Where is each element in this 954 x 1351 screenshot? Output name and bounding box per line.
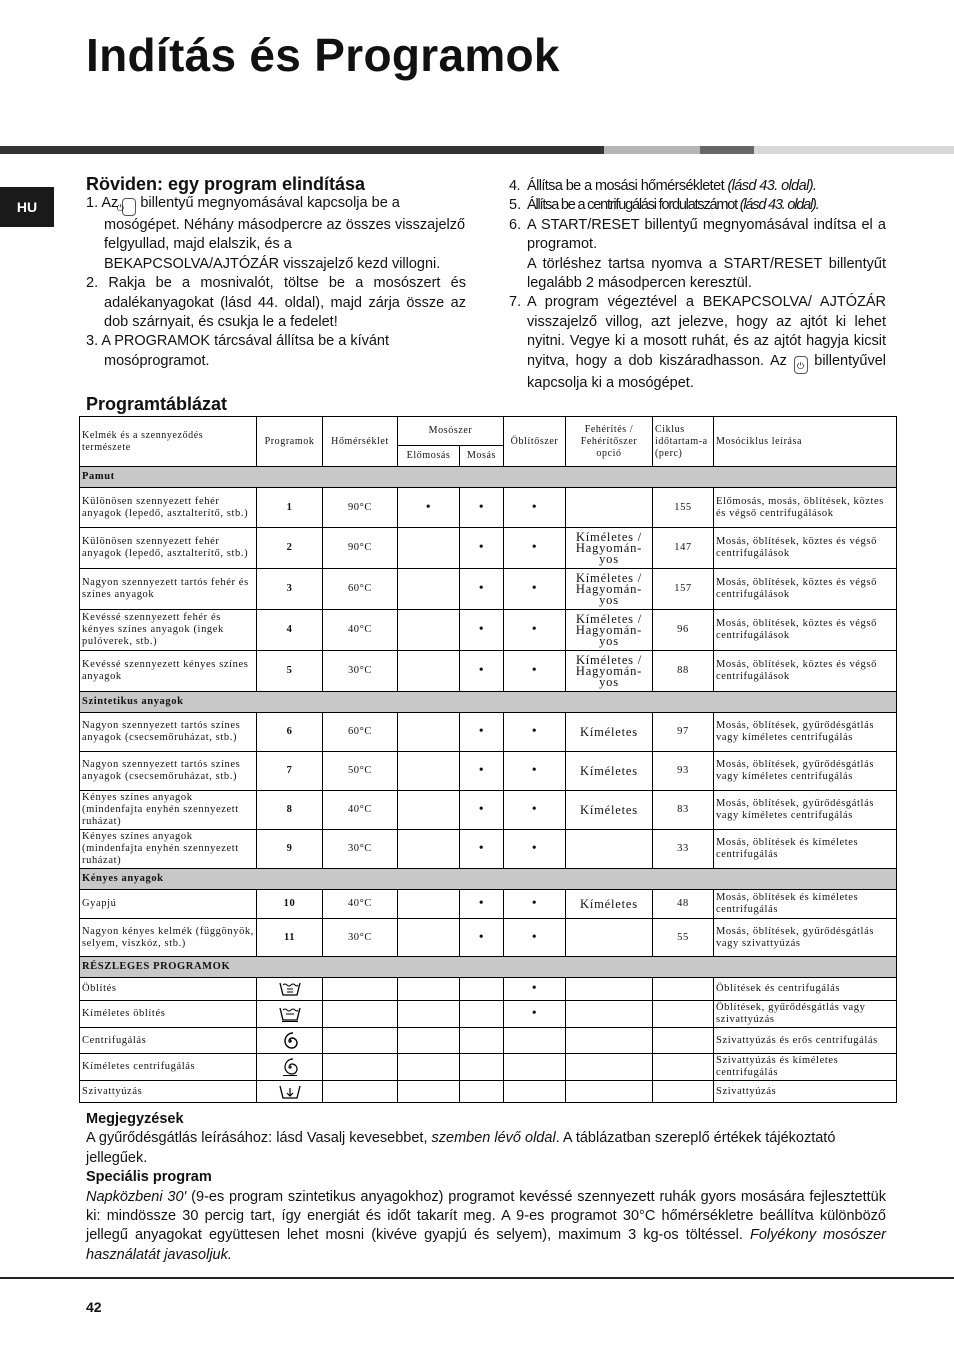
program-number: 7: [257, 752, 323, 791]
step-4-text: Állítsa be a mosási hőmérsékletet: [527, 178, 724, 194]
table-row: [80, 1054, 897, 1081]
prewash-cell: [398, 1081, 460, 1103]
section-label: Kényes anyagok: [80, 869, 897, 890]
quick-start-heading: Röviden: egy program elindítása: [86, 174, 366, 194]
delicate-spin-icon: [259, 1058, 320, 1076]
step-4-num: 4.: [509, 178, 520, 194]
prewash-cell: [398, 1028, 460, 1054]
program-table: [79, 416, 897, 1103]
bleach-option-cell: [566, 1028, 653, 1054]
temperature-cell: [323, 1001, 398, 1028]
section-label: Pamut: [80, 467, 897, 488]
header-rule-pale: [754, 146, 954, 154]
wash-cell: •: [460, 528, 504, 569]
header-rule-dark: [0, 146, 604, 154]
wash-cell: •: [460, 610, 504, 651]
description-cell: Szivattyúzás: [714, 1081, 897, 1103]
header-temperature: Hőmérséklet: [323, 417, 398, 467]
softener-cell: •: [504, 919, 566, 957]
prewash-cell: [398, 1001, 460, 1028]
prewash-cell: [398, 1054, 460, 1081]
section-label: RÉSZLEGES PROGRAMOK: [80, 957, 897, 978]
temperature-cell: 40°C: [323, 791, 398, 830]
duration-cell: [653, 1028, 714, 1054]
bleach-option-cell: [566, 1001, 653, 1028]
step-7-num: 7.: [509, 294, 522, 311]
prewash-cell: [398, 919, 460, 957]
table-row: [80, 488, 897, 528]
table-row: [80, 569, 897, 610]
description-cell: Mosás, öblítések, gyűrődésgátlás vagy kíméletes centrifugálás: [714, 791, 897, 830]
wash-cell: •: [460, 713, 504, 752]
step-1-text-a: 1. Az: [86, 195, 119, 211]
header-description: Mosóciklus leírása: [714, 417, 897, 467]
notes-text-c: . A táblázatban szereplő értékek tájékoztató jellegűek.: [86, 1130, 836, 1166]
softener-cell: •: [504, 488, 566, 528]
wash-cell: •: [460, 919, 504, 957]
softener-cell: •: [504, 651, 566, 692]
fabric-cell: Kevéssé szennyezett fehér és kényes színes anyagok (ingek pulóverek, stb.): [80, 610, 257, 651]
temperature-cell: 30°C: [323, 919, 398, 957]
softener-cell: •: [504, 569, 566, 610]
page-number: 42: [86, 1299, 102, 1315]
step-1: [86, 194, 466, 274]
bleach-option-cell: [566, 1054, 653, 1081]
description-cell: Szivattyúzás és kíméletes centrifugálás: [714, 1054, 897, 1081]
duration-cell: 33: [653, 830, 714, 869]
duration-cell: 48: [653, 890, 714, 919]
wash-cell: [460, 978, 504, 1001]
description-cell: Előmosás, mosás, öblítések, köztes és végső centrifugálások: [714, 488, 897, 528]
header-prewash: Előmosás: [398, 446, 460, 467]
duration-cell: 97: [653, 713, 714, 752]
rinse-icon: [259, 981, 320, 997]
description-cell: Szivattyúzás és erős centrifugálás: [714, 1028, 897, 1054]
header-bleach: Fehérítés / Fehérítőszer opció: [566, 417, 653, 467]
step-7-text-a: A program végeztével a BEKAPCSOLVA/ AJTÓZÁR visszajelző villog, azt jelezve, hogy az ajtót ki lehet nyitni. Vegye ki a mosott ruhát, és az ajtót hagyja kicsit nyitva, hogy a dob kiszáradhasson. Az: [527, 294, 886, 369]
duration-cell: [653, 978, 714, 1001]
drain-icon: [259, 1084, 320, 1100]
prewash-cell: [398, 830, 460, 869]
prewash-cell: [398, 651, 460, 692]
wash-cell: •: [460, 651, 504, 692]
header-wash: Mosás: [460, 446, 504, 467]
special-program-text: [86, 1188, 886, 1266]
quick-start-left: [86, 194, 466, 371]
notes-heading: Megjegyzések: [86, 1111, 184, 1127]
duration-cell: 88: [653, 651, 714, 692]
special-program-heading: Speciális program: [86, 1169, 212, 1186]
program-number: 11: [257, 919, 323, 957]
duration-cell: [653, 1054, 714, 1081]
step-6-num: 6.: [509, 216, 522, 233]
temperature-cell: 30°C: [323, 830, 398, 869]
fabric-cell: Szivattyúzás: [80, 1081, 257, 1103]
header-rule-light: [604, 146, 700, 154]
description-cell: Mosás, öblítések és kíméletes centrifugálás: [714, 830, 897, 869]
wash-cell: •: [460, 752, 504, 791]
description-cell: Mosás, öblítések, gyűrődésgátlás vagy szivattyúzás: [714, 919, 897, 957]
duration-cell: [653, 1081, 714, 1103]
wash-cell: •: [460, 890, 504, 919]
temperature-cell: [323, 978, 398, 1001]
prewash-cell: [398, 978, 460, 1001]
table-row: [80, 890, 897, 919]
step-4: [509, 177, 886, 196]
duration-cell: 93: [653, 752, 714, 791]
softener-cell: [504, 1028, 566, 1054]
softener-cell: •: [504, 752, 566, 791]
step-7-text-b: billentyűvel kapcsolja ki a mosógépet.: [527, 352, 887, 391]
step-5-text: Állítsa be a centrifugálási fordulatszámot: [527, 197, 737, 214]
prewash-cell: [398, 528, 460, 569]
program-number: 9: [257, 830, 323, 869]
program-icon-cell: [257, 1081, 323, 1103]
softener-cell: •: [504, 791, 566, 830]
table-row: [80, 752, 897, 791]
table-row: [80, 791, 897, 830]
softener-cell: •: [504, 1001, 566, 1028]
softener-cell: •: [504, 830, 566, 869]
duration-cell: 83: [653, 791, 714, 830]
notes: [86, 1110, 886, 1265]
fabric-cell: Öblítés: [80, 978, 257, 1001]
softener-cell: •: [504, 890, 566, 919]
program-number: 4: [257, 610, 323, 651]
delicate-rinse-icon: [259, 1006, 320, 1022]
temperature-cell: 40°C: [323, 890, 398, 919]
step-5-ref: (lásd 43. oldal).: [739, 197, 819, 214]
fabric-cell: Gyapjú: [80, 890, 257, 919]
fabric-cell: Kevéssé szennyezett kényes színes anyagok: [80, 651, 257, 692]
prewash-cell: [398, 713, 460, 752]
program-number: 2: [257, 528, 323, 569]
description-cell: Mosás, öblítések, köztes és végső centrifugálások: [714, 569, 897, 610]
duration-cell: [653, 1001, 714, 1028]
power-button-icon: ⏻: [794, 356, 808, 374]
wash-cell: [460, 1028, 504, 1054]
bleach-option-cell: [566, 1081, 653, 1103]
prewash-cell: •: [398, 488, 460, 528]
table-row: [80, 651, 897, 692]
temperature-cell: [323, 1028, 398, 1054]
wash-cell: •: [460, 569, 504, 610]
bleach-option-cell: Kíméletes / Hagyomán-yos: [566, 569, 653, 610]
softener-cell: •: [504, 978, 566, 1001]
program-number: 3: [257, 569, 323, 610]
prewash-cell: [398, 791, 460, 830]
description-cell: Öblítések és centrifugálás: [714, 978, 897, 1001]
fabric-cell: Különösen szennyezett fehér anyagok (lepedő, asztalterítő, stb.): [80, 528, 257, 569]
header-detergent: Mosószer: [398, 417, 504, 446]
step-6: [509, 216, 886, 294]
bleach-option-cell: Kíméletes / Hagyomán-yos: [566, 610, 653, 651]
page-title: Indítás és Programok: [86, 29, 560, 81]
step-2: 2. Rakja be a mosnivalót, töltse be a mosószert és adalékanyagokat (lásd 44. oldal), majd zárja össze az dob szárnyait, és csukja le a fedelet!: [86, 275, 466, 331]
temperature-cell: 60°C: [323, 569, 398, 610]
bleach-option-cell: Kíméletes: [566, 752, 653, 791]
temperature-cell: 50°C: [323, 752, 398, 791]
section-row: [80, 467, 897, 488]
bleach-option-cell: Kíméletes: [566, 791, 653, 830]
bleach-option-cell: Kíméletes / Hagyomán-yos: [566, 528, 653, 569]
description-cell: Mosás, öblítések, gyűrődésgátlás vagy kíméletes centrifugálás: [714, 752, 897, 791]
fabric-cell: Nagyon szennyezett tartós fehér és színes anyagok: [80, 569, 257, 610]
table-row: [80, 919, 897, 957]
bleach-option-cell: Kíméletes / Hagyomán-yos: [566, 651, 653, 692]
step-1-text-b: billentyű megnyomásával kapcsolja be a mosógépet. Néhány másodpercre az összes visszajelző felgyullad, majd elalszik, és a BEKAPCSOLVA/AJTÓZÁR visszajelző kezd villogni.: [104, 195, 466, 272]
section-row: [80, 692, 897, 713]
description-cell: Mosás, öblítések, köztes és végső centrifugálások: [714, 528, 897, 569]
step-3: 3. A PROGRAMOK tárcsával állítsa be a kívánt mosóprogramot.: [86, 333, 390, 369]
header-softener: Öblítőszer: [504, 417, 566, 467]
program-number: 1: [257, 488, 323, 528]
prewash-cell: [398, 610, 460, 651]
header-program: Programok: [257, 417, 323, 467]
quick-start-right: [509, 177, 886, 393]
step-6-text-b: A törléshez tartsa nyomva a START/RESET billentyűt legalább 2 másodpercen keresztül.: [527, 255, 886, 292]
step-7: [509, 293, 886, 393]
program-icon-cell: [257, 1001, 323, 1028]
special-program-name: Napközbeni 30': [86, 1188, 187, 1205]
softener-cell: •: [504, 713, 566, 752]
wash-cell: •: [460, 488, 504, 528]
table-row: [80, 1001, 897, 1028]
table-row: [80, 610, 897, 651]
duration-cell: 147: [653, 528, 714, 569]
description-cell: Mosás, öblítések, gyűrődésgátlás vagy kíméletes centrifugálás: [714, 713, 897, 752]
section-row: [80, 869, 897, 890]
section-row: [80, 957, 897, 978]
bleach-option-cell: [566, 978, 653, 1001]
temperature-cell: 60°C: [323, 713, 398, 752]
description-cell: Öblítések, gyűrődésgátlás vagy szivattyúzás: [714, 1001, 897, 1028]
wash-cell: •: [460, 830, 504, 869]
power-button-icon: ⏻: [122, 198, 136, 216]
fabric-cell: Kíméletes öblítés: [80, 1001, 257, 1028]
prewash-cell: [398, 890, 460, 919]
fabric-cell: Kíméletes centrifugálás: [80, 1054, 257, 1081]
prewash-cell: [398, 752, 460, 791]
temperature-cell: 40°C: [323, 610, 398, 651]
softener-cell: [504, 1081, 566, 1103]
notes-text-b: szemben lévő oldal: [431, 1130, 556, 1147]
table-row: [80, 528, 897, 569]
fabric-cell: Különösen szennyezett fehér anyagok (lepedő, asztalterítő, stb.): [80, 488, 257, 528]
description-cell: Mosás, öblítések, köztes és végső centrifugálások: [714, 651, 897, 692]
duration-cell: 157: [653, 569, 714, 610]
program-table-heading: Programtáblázat: [86, 394, 228, 414]
wash-cell: [460, 1081, 504, 1103]
step-5: [509, 196, 886, 215]
spin-icon: [259, 1032, 320, 1050]
wash-cell: [460, 1054, 504, 1081]
softener-cell: [504, 1054, 566, 1081]
description-cell: Mosás, öblítések, köztes és végső centrifugálások: [714, 610, 897, 651]
table-row: [80, 1028, 897, 1054]
section-label: Szintetikus anyagok: [80, 692, 897, 713]
duration-cell: 96: [653, 610, 714, 651]
program-number: 8: [257, 791, 323, 830]
prewash-cell: [398, 569, 460, 610]
program-icon-cell: [257, 1028, 323, 1054]
header-duration: Ciklus időtartam-a (perc): [653, 417, 714, 467]
bleach-option-cell: Kíméletes: [566, 713, 653, 752]
program-number: 10: [257, 890, 323, 919]
fabric-cell: Nagyon szennyezett tartós színes anyagok (csecsemőruházat, stb.): [80, 752, 257, 791]
footer-rule: [0, 1277, 954, 1279]
program-number: 5: [257, 651, 323, 692]
fabric-cell: Centrifugálás: [80, 1028, 257, 1054]
temperature-cell: [323, 1054, 398, 1081]
temperature-cell: 30°C: [323, 651, 398, 692]
special-program-desc: (9-es program szintetikus anyagokhoz) programot kevéssé szennyezett ruhák gyors mosására fejlesztettük ki: mindössze 30 percig tart, így energiát és időt takarít meg. A 9-es programot 30°C hőmérsékletre beállítva különböző jellegű anyagokat együttesen lehet mosni (kivéve gyapjú és selyem), maximum 3 kg-os töltéssel.: [86, 1188, 886, 1244]
header-rule-mid: [700, 146, 754, 154]
table-row: [80, 830, 897, 869]
fabric-cell: Nagyon szennyezett tartós színes anyagok (csecsemőruházat, stb.): [80, 713, 257, 752]
notes-text: [86, 1129, 886, 1168]
bleach-option-cell: [566, 488, 653, 528]
description-cell: Mosás, öblítések és kíméletes centrifugálás: [714, 890, 897, 919]
table-row: [80, 978, 897, 1001]
language-tab: HU: [0, 187, 54, 227]
program-table-body: [80, 467, 897, 1103]
program-icon-cell: [257, 1054, 323, 1081]
program-icon-cell: [257, 978, 323, 1001]
special-program-tip: Folyékony mosószer használatát javasoljuk.: [86, 1227, 886, 1263]
step-4-ref: (lásd 43. oldal).: [727, 178, 817, 194]
duration-cell: 55: [653, 919, 714, 957]
wash-cell: •: [460, 791, 504, 830]
table-row: [80, 713, 897, 752]
program-number: 6: [257, 713, 323, 752]
fabric-cell: Kényes színes anyagok (mindenfajta enyhén szennyezett ruházat): [80, 791, 257, 830]
fabric-cell: Kényes színes anyagok (mindenfajta enyhén szennyezett ruházat): [80, 830, 257, 869]
temperature-cell: [323, 1081, 398, 1103]
temperature-cell: 90°C: [323, 528, 398, 569]
bleach-option-cell: [566, 919, 653, 957]
step-5-num: 5.: [509, 197, 522, 214]
step-6-text-a: A START/RESET billentyű megnyomásával indítsa el a programot.: [527, 216, 886, 253]
bleach-option-cell: [566, 830, 653, 869]
softener-cell: •: [504, 610, 566, 651]
bleach-option-cell: Kíméletes: [566, 890, 653, 919]
notes-text-a: A gyűrődésgátlás leírásához: lásd Vasalj kevesebbet,: [86, 1130, 428, 1147]
softener-cell: •: [504, 528, 566, 569]
temperature-cell: 90°C: [323, 488, 398, 528]
duration-cell: 155: [653, 488, 714, 528]
table-row: [80, 1081, 897, 1103]
wash-cell: [460, 1001, 504, 1028]
header-fabric: Kelmék és a szennyeződés természete: [80, 417, 257, 467]
fabric-cell: Nagyon kényes kelmék (függönyök, selyem, viszkóz, stb.): [80, 919, 257, 957]
